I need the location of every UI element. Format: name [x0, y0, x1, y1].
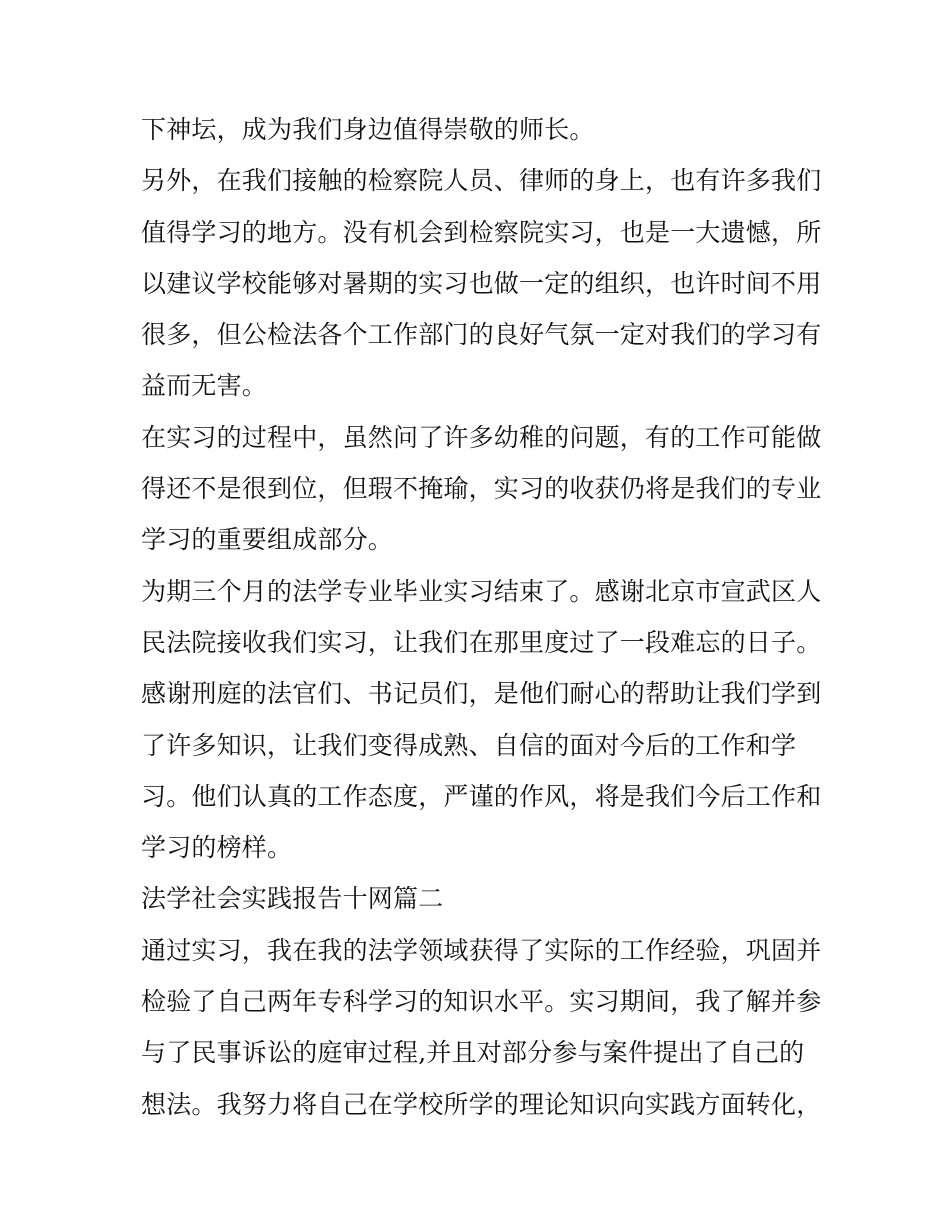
text-line: 另外，在我们接触的检察院人员、律师的身上，也有许多我们 — [141, 166, 822, 196]
text-line: 感谢刑庭的法官们、书记员们，是他们耐心的帮助让我们学到 — [141, 679, 822, 709]
text-line: 习。他们认真的工作态度，严谨的作风，将是我们今后工作和 — [141, 781, 822, 811]
text-line: 学习的榜样。 — [141, 833, 293, 863]
text-line: 了许多知识，让我们变得成熟、自信的面对今后的工作和学 — [141, 730, 797, 760]
text-line: 学习的重要组成部分。 — [141, 525, 394, 555]
text-line: 检验了自己两年专科学习的知识水平。实习期间，我了解并参 — [141, 987, 822, 1017]
text-line: 民法院接收我们实习，让我们在那里度过了一段难忘的日子。 — [141, 627, 822, 657]
text-line: 很多，但公检法各个工作部门的良好气氛一定对我们的学习有 — [141, 320, 822, 350]
text-line: 通过实习，我在我的法学领域获得了实际的工作经验，巩固并 — [141, 935, 822, 965]
text-line: 与了民事诉讼的庭审过程,并且对部分参与案件提出了自己的 — [141, 1038, 805, 1068]
text-line: 以建议学校能够对暑期的实习也做一定的组织，也许时间不用 — [141, 268, 822, 298]
text-line: 下神坛，成为我们身边值得崇敬的师长。 — [141, 115, 595, 144]
text-line: 想法。我努力将自己在学校所学的理论知识向实践方面转化， — [141, 1089, 822, 1119]
section-heading: 法学社会实践报告十网篇二 — [141, 884, 444, 914]
text-line: 在实习的过程中，虽然问了许多幼稚的问题，有的工作可能做 — [141, 422, 822, 452]
text-line: 值得学习的地方。没有机会到检察院实习，也是一大遗憾，所 — [141, 217, 822, 247]
text-line: 益而无害。 — [141, 371, 268, 401]
body-text — [141, 104, 821, 1130]
text-line: 得还不是很到位，但瑕不掩瑜，实习的收获仍将是我们的专业 — [141, 474, 822, 504]
text-line: 为期三个月的法学专业毕业实习结束了。感谢北京市宣武区人 — [141, 576, 822, 606]
